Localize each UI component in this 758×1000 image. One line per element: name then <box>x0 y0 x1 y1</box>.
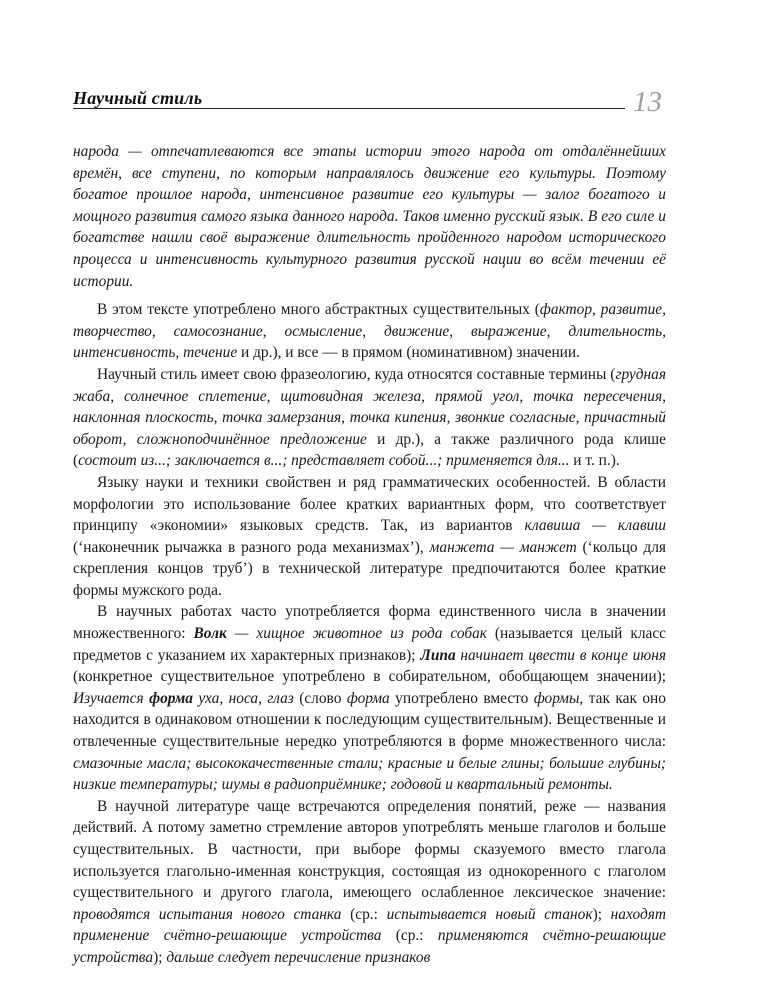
italic-text: начинает цвести в конце июня <box>455 646 667 664</box>
paragraph <box>73 601 666 795</box>
italic-text: смазочные масла; высококачественные стали; красные и белые глины; большие глубины; низкие температуры; шумы в радиоприёмнике; годовой и квартальный ремонты. <box>73 754 666 794</box>
text-run: Научный стиль имеет свою фразеологию, куда относятся составные термины ( <box>97 365 616 383</box>
italic-text: фактор, развитие, творчество, самосознание, осмысление, движение, выражение, длительность, интенсивность, течение <box>73 301 666 362</box>
paragraph <box>73 141 666 292</box>
text-run: ); <box>592 905 611 923</box>
text-run: (‘наконечник рычажка в разного рода механизмах’), <box>73 538 430 556</box>
text-run: и т. п.). <box>569 452 620 470</box>
text-run: (конкретное существительное употреблено в собирательном, обобщающем значении); <box>73 668 666 686</box>
paragraph <box>73 796 666 969</box>
italic-text: применяются счётно-решающие устройства <box>73 927 666 966</box>
text-run: В научной литературе чаще встречаются определения понятий, реже — названия действий. А потому заметно стремление авторов употреблять меньше глаголов и больше существительных. В частности, при выборе формы сказуемого вместо глагола используется глагольно-именная конструкция, состоящая из однокоренного с глаголом существительного и другого глагола, имеющего ослабленное лексическое значение: <box>73 797 666 902</box>
text-run: В научных работах часто употребляется форма единственного числа в значении множественного: <box>73 603 666 643</box>
text-run: (‘кольцо для скрепления концов труб’) в технической литературе предпочитаются более краткие формы мужского рода. <box>73 538 667 599</box>
italic-text: дальше следует перечисление признаков <box>166 948 431 966</box>
italic-text: грудная жаба, солнечное сплетение, щитовидная железа, прямой угол, точка пересечения, наклонная плоскость, точка замерзания, точка кипения, звонкие согласные, причастный оборот, сложноподчинённое предложение <box>73 365 666 448</box>
page-number: 13 <box>633 86 662 118</box>
italic-text: проводятся испытания нового станка <box>73 905 342 923</box>
italic-text: находят применение счётно-решающие устройства <box>73 905 666 945</box>
header-rule <box>73 108 625 109</box>
italic-text: уха, носа, глаз <box>192 689 294 707</box>
text-run: употреблено вместо <box>389 689 534 707</box>
italic-text: — хищное животное из рода собак <box>226 625 487 643</box>
bold-italic-text: форма <box>149 689 193 707</box>
text-run: (называется целый класс предметов с указанием их характерных признаков); <box>73 625 666 664</box>
bold-italic-text: Липа <box>420 646 456 664</box>
text-run: и др.), и все — в прямом (номинативном) значении. <box>237 344 580 362</box>
text-run: ); <box>153 948 167 966</box>
text-run: (слово <box>293 689 347 707</box>
text-run: Языку науки и техники свойствен и ряд грамматических особенностей. В области морфологии это использование более кратких вариантных форм, что соответствует принципу «экономии» языковых средств. Так, из вариантов <box>73 473 666 535</box>
text-run: В этом тексте употреблено много абстрактных существительных ( <box>97 301 540 319</box>
italic-text: народа — отпечатлеваются все этапы истории этого народа от отдалённейших времён, все ступени, по которым направлялось движение его культуры. Поэтому богатое прошлое народа, интенсивное развитие его культуры — залог богатого и мощного развития самого языка данного народа. Таков именно русский язык. В его силе и богатстве нашли своё выражение длительность пройденного народом исторического процесса и интенсивность культурного развития русской нации во всём течении её истории. <box>73 143 666 290</box>
italic-text: Изучается <box>73 689 150 707</box>
italic-text: испытывается новый станок <box>386 905 593 923</box>
text-run: , так как оно находится в одинаковом отношении к последующим существительным). Вещественные и отвлеченные существительные нередко употребляются в форме множественного числа: <box>73 689 666 751</box>
italic-text: состоит из...; заключается в...; представляет собой...; применяется для... <box>78 452 570 470</box>
italic-text: клавиша — клавиш <box>524 517 666 535</box>
bold-italic-text: Волк <box>193 625 227 643</box>
italic-text: форма <box>346 689 390 707</box>
paragraph <box>73 472 666 602</box>
paragraph <box>73 299 666 364</box>
text-run: (ср.: <box>341 905 387 923</box>
text-run: и др.), а также различного рода клише ( <box>73 430 666 470</box>
running-title: Научный стиль <box>73 88 203 108</box>
italic-text: формы <box>533 689 580 707</box>
body-text <box>73 141 666 969</box>
text-run: (ср.: <box>381 927 438 945</box>
paragraph <box>73 364 666 472</box>
italic-text: манжета — манжет <box>429 538 577 556</box>
